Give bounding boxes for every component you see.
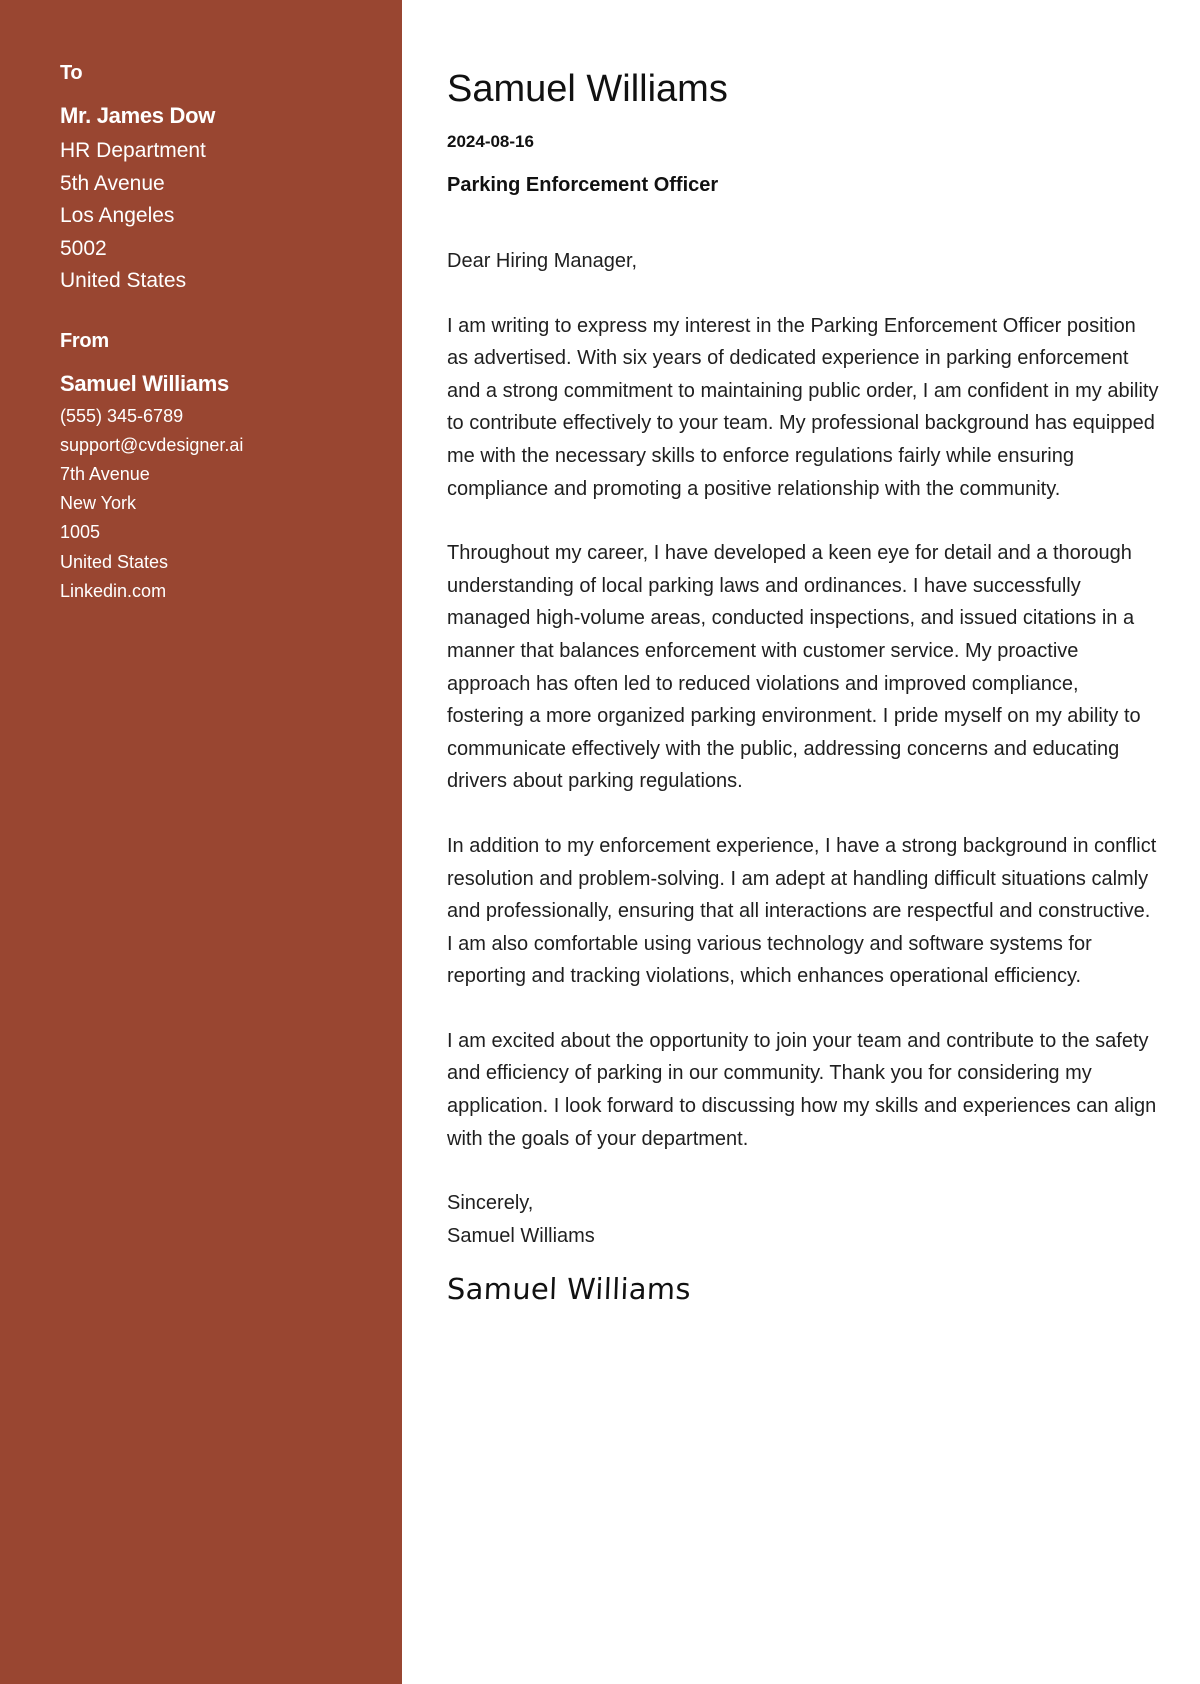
recipient-street: 5th Avenue: [60, 171, 165, 195]
recipient-postal-code: 5002: [60, 236, 107, 260]
sender-phone: (555) 345-6789: [60, 405, 184, 426]
closing-phrase: Sincerely,: [447, 1192, 534, 1215]
sender-linkedin: Linkedin.com: [60, 580, 167, 601]
sender-email: support@cvdesigner.ai: [60, 434, 244, 455]
recipient-country: United States: [60, 269, 187, 292]
signature: Samuel Williams: [446, 1272, 692, 1307]
recipient-city: Los Angeles: [60, 204, 175, 227]
paragraph-2: Throughout my career, I have developed a keen eye for detail and a thorough understanding of local parking laws and ordinances. I have successfully managed high-volume areas, conducted inspections, and issued citations in a manner that balances enforcement with customer service. My proactive approach has often led to reduced violations and improved compliance, fostering a more organized parking environment. I pride myself on my ability to communicate effectively with the public, addressing concerns and educating drivers about parking regulations.: [447, 542, 1141, 793]
position-title: Parking Enforcement Officer: [447, 174, 719, 196]
sender-postal-code: 1005: [60, 522, 101, 543]
sender-heading: From: [60, 329, 109, 352]
recipient-heading: To: [60, 62, 83, 84]
recipient-name: Mr. James Dow: [60, 103, 216, 128]
recipient-department: HR Department: [60, 139, 206, 162]
paragraph-3: In addition to my enforcement experience, I have a strong background in conflict resolution and problem-solving. I am adept at handling difficult situations calmly and professionally, ensuring that all interactions are respectful and constructive. I am also comfortable using various technology and software systems for reporting and tracking violations, which enhances operational efficiency.: [447, 834, 1157, 988]
paragraph-1: I am writing to express my interest in the Parking Enforcement Officer position as advertised. With six years of dedicated experience in parking enforcement and a strong commitment to maintaining public order, I am confident in my ability to contribute effectively to your team. My professional background has equipped me with the necessary skills to enforce regulations fairly while ensuring compliance and promoting a positive relationship with the community.: [447, 314, 1159, 500]
salutation: Dear Hiring Manager,: [447, 250, 638, 272]
closing-name: Samuel Williams: [447, 1224, 595, 1247]
sender-city: New York: [60, 493, 137, 514]
letter-body: [402, 0, 1200, 1684]
sender-street: 7th Avenue: [60, 463, 150, 484]
sender-name: Samuel Williams: [60, 370, 229, 396]
letter-date: 2024-08-16: [447, 132, 534, 151]
author-name: Samuel Williams: [447, 68, 728, 110]
closing: [447, 1187, 1160, 1252]
sender-country: United States: [60, 551, 169, 572]
paragraph-4: I am excited about the opportunity to join your team and contribute to the safety and efficiency of parking in our community. Thank you for considering my application. I look forward to discussing how my skills and experiences can align with the goals of your department.: [447, 1029, 1157, 1150]
contact-sidebar: [0, 0, 402, 1684]
